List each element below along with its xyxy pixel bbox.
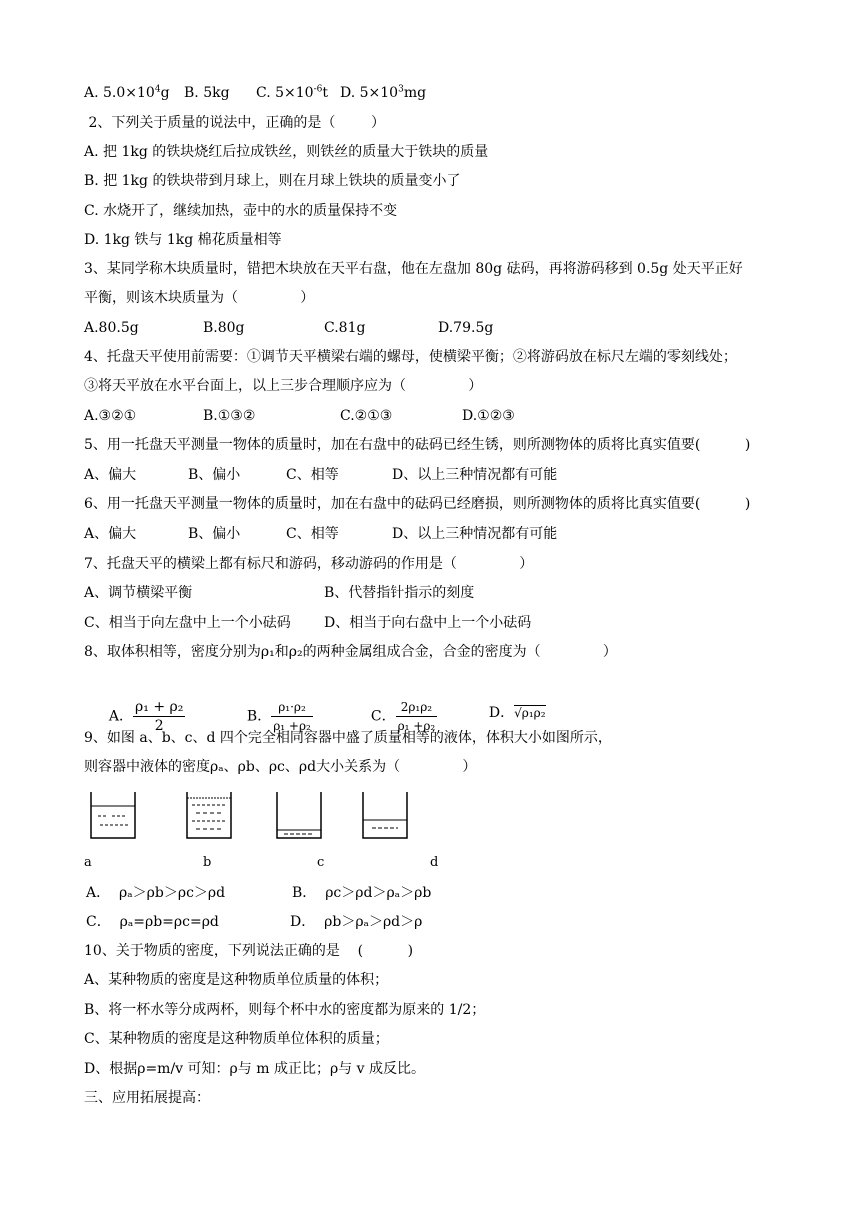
q5-option-c: C、相等 — [286, 467, 339, 483]
q4-stem-line1: 4、托盘天平使用前需要：①调节天平横梁右端的螺母，使横梁平衡；②将游码放在标尺左端的零刻线处； — [84, 349, 737, 365]
q4-stem-line2: ③将天平放在水平台面上，以上三步合理顺序应为（ ） — [84, 378, 483, 394]
q7-option-c: C、相当于向左盘中上一个小砝码 — [84, 615, 291, 631]
q8-stem: 8、取体积相等，密度分别为ρ₁和ρ₂的两种金属组成合金，合金的密度为（ ） — [84, 644, 617, 660]
q8-option-c: C． $\frac{\text{2ρ₁ρ₂}}{\text{ρ₁ +ρ₂}}$ — [370, 700, 436, 733]
q5-option-d: D、以上三种情况都有可能 — [392, 467, 558, 483]
q10-option-b: B、将一杯水等分成两杯，则每个杯中水的密度都为原来的 1/2； — [84, 1002, 486, 1018]
container-b — [186, 792, 232, 840]
q9-stem-line2: 则容器中液体的密度ρₐ、ρb、ρc、ρd大小关系为（ ） — [84, 759, 477, 775]
q3-stem-line2: 平衡，则该木块质量为（ ） — [84, 290, 315, 306]
q1-option-d: D. $5\times 10^3mg$ — [340, 84, 427, 101]
q4-option-d: D.①②③ — [462, 408, 515, 424]
q10-stem: 10、关于物质的密度，下列说法正确的是 ( ) — [84, 943, 414, 959]
q8-option-b: B． $\frac{\text{ρ₁·ρ₂}}{\text{ρ₁ +ρ₂}}$ — [246, 700, 311, 733]
q2-stem: 2、下列关于质量的说法中，正确的是（ ） — [84, 115, 385, 131]
q9-option-d: D． ρb＞ρₐ＞ρd＞ρ — [290, 914, 423, 930]
q7-option-b: B、代替指针指示的刻度 — [324, 585, 475, 601]
q3-option-a: A.80.5g — [84, 320, 139, 336]
q3-option-d: D.79.5g — [438, 320, 494, 336]
container-label-d: d — [430, 855, 439, 870]
q4-option-c: C.②①③ — [340, 408, 393, 424]
q9-stem-line1: 9、如图 a、b、c、d 四个完全相同容器中盛了质量相等的液体，体积大小如图所示， — [84, 730, 612, 746]
q10-option-c: C、某种物质的密度是这种物质单位体积的质量； — [84, 1031, 389, 1047]
container-label-a: a — [84, 855, 92, 870]
container-label-b: b — [203, 855, 212, 870]
q5-option-b: B、偏小 — [188, 467, 241, 483]
q6-option-a: A、偏大 — [84, 526, 137, 542]
container-d — [362, 792, 408, 840]
q4-option-b: B.①③② — [203, 408, 256, 424]
q9-option-c: C． ρₐ=ρb=ρc=ρd — [86, 914, 219, 930]
q6-option-d: D、以上三种情况都有可能 — [392, 526, 558, 542]
container-c — [276, 792, 322, 840]
q4-option-a: A.③②① — [84, 408, 137, 424]
q3-option-c: C.81g — [324, 320, 366, 336]
q8-option-a: A． $\frac{\text{ρ₁ + ρ₂}}{2}$ — [108, 699, 184, 734]
q10-option-a: A、某种物质的密度是这种物质单位质量的体积； — [84, 972, 389, 988]
q1-option-a: A. $5.0\times 10^4g$ — [84, 84, 170, 101]
q2-option-c: C. 水烧开了，继续加热，壶中的水的质量保持不变 — [84, 203, 398, 219]
container-label-c: c — [317, 855, 325, 870]
q3-option-b: B.80g — [203, 320, 245, 336]
container-a — [90, 792, 136, 840]
q6-stem: 6、用一托盘天平测量一物体的质量时，加在右盘中的砝码已经磨损，则所测物体的质将比真实值要( ) — [84, 496, 751, 512]
q10-option-d: D、根据ρ=m/v 可知：ρ与 m 成正比；ρ与 v 成反比。 — [84, 1061, 425, 1077]
q2-option-a: A. 把 1kg 的铁块烧红后拉成铁丝，则铁丝的质量大于铁块的质量 — [84, 144, 489, 160]
q7-stem: 7、托盘天平的横梁上都有标尺和游码，移动游码的作用是（ ） — [84, 556, 534, 572]
q7-option-d: D、相当于向右盘中上一个小砝码 — [324, 615, 532, 631]
q9-option-a: A． ρₐ＞ρb＞ρc＞ρd — [86, 885, 226, 901]
q3-stem-line1: 3、某同学称木块质量时，错把木块放在天平右盘，他在左盘加 80g 砝码，再将游码移到 0.5g 处天平正好 — [84, 261, 743, 277]
q2-option-b: B. 把 1kg 的铁块带到月球上，则在月球上铁块的质量变小了 — [84, 173, 461, 189]
q9-option-b: B． ρc＞ρd＞ρₐ＞ρb — [292, 885, 432, 901]
q7-option-a: A、调节横梁平衡 — [84, 585, 193, 601]
q1-option-b: B. 5kg — [184, 85, 230, 101]
q2-option-d: D. 1kg 铁与 1kg 棉花质量相等 — [84, 232, 282, 248]
q5-stem: 5、用一托盘天平测量一物体的质量时，加在右盘中的砝码已经生锈，则所测物体的质将比真实值要( ) — [84, 437, 751, 453]
q1-option-c: C. $5\times 10^{-6}t$ — [256, 84, 328, 101]
q6-option-c: C、相等 — [286, 526, 339, 542]
section-3-heading: 三、应用拓展提高： — [84, 1090, 210, 1106]
q5-option-a: A、偏大 — [84, 467, 137, 483]
q6-option-b: B、偏小 — [188, 526, 241, 542]
q8-option-d: D．√ρ₁ρ₂ — [488, 705, 546, 721]
